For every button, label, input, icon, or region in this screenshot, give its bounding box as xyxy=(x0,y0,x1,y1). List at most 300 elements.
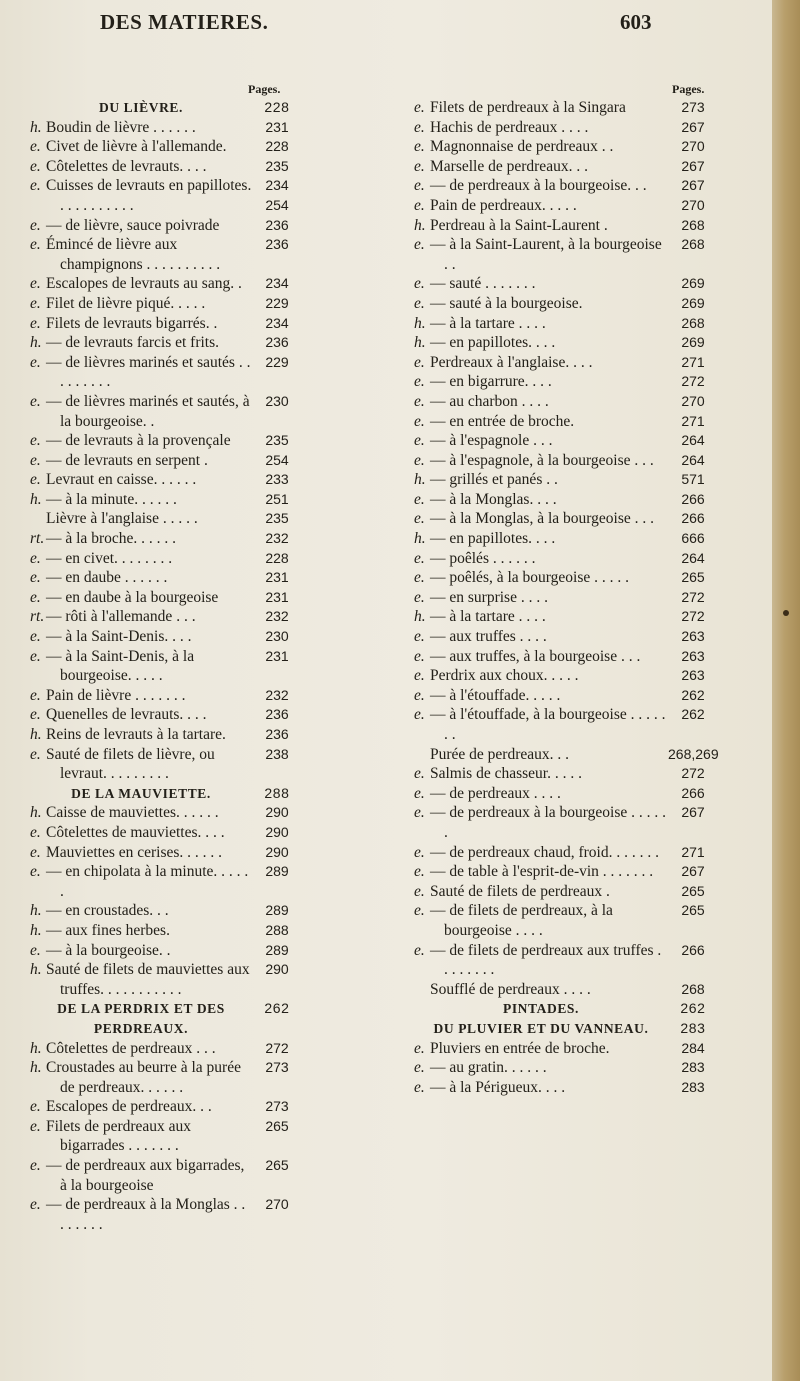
index-entry xyxy=(30,314,302,334)
binding-pin xyxy=(783,610,789,616)
section-heading-page: 283 xyxy=(680,1019,706,1036)
entry-text: Salmis de chasseur. . . . . xyxy=(430,765,582,783)
entry-page: 235 xyxy=(265,432,289,449)
entry-page: 288 xyxy=(265,921,289,938)
index-entry xyxy=(30,647,302,686)
entry-text: — de perdreaux . . . . xyxy=(430,784,561,802)
entry-page: 234 254 xyxy=(265,177,289,213)
index-entry xyxy=(30,745,302,784)
index-entry xyxy=(414,176,718,196)
entry-type: h. xyxy=(30,118,42,136)
index-entry xyxy=(414,980,718,1000)
entry-page: 229 xyxy=(265,353,289,370)
index-entry xyxy=(30,843,302,863)
index-entry xyxy=(30,235,302,274)
entry-text: — à la Saint-Laurent, à la bourgeoise . . xyxy=(430,236,662,273)
entry-page: 236 xyxy=(265,706,289,723)
entry-text: Perdreaux à l'anglaise. . . . xyxy=(430,353,593,371)
section-heading-page: 228 xyxy=(264,99,290,115)
index-entry xyxy=(30,568,302,588)
index-entry xyxy=(30,470,302,490)
entry-page: 265 xyxy=(681,882,705,899)
entry-text: — à l'espagnole, à la bourgeoise . . . xyxy=(430,451,654,469)
index-entry xyxy=(414,118,718,138)
entry-page: 267 xyxy=(681,863,705,880)
entry-page: 265 xyxy=(265,1157,289,1174)
entry-page: 236 xyxy=(265,726,289,742)
entry-text: — à la Saint-Denis. . . . xyxy=(46,628,192,646)
entry-page: 234 xyxy=(265,275,289,292)
entry-text: Boudin de lièvre . . . . . . xyxy=(46,118,196,136)
entry-page: 289 xyxy=(265,863,289,880)
entry-type xyxy=(414,745,430,765)
entry-text: — rôti à l'allemande . . . xyxy=(46,608,196,626)
entry-type: e. xyxy=(414,510,425,528)
entry-text: Filets de perdreaux aux bigarrades . . . . . . . xyxy=(46,1117,192,1155)
index-entry xyxy=(414,862,718,882)
entry-page: 270 xyxy=(265,1196,289,1213)
entry-type: e. xyxy=(30,314,41,332)
entry-page: 236 xyxy=(265,334,289,351)
section-heading-page: 288 xyxy=(264,784,290,801)
page-number: 603 xyxy=(620,10,652,34)
entry-page: 231 xyxy=(265,588,289,605)
section-heading-text: DU LIÈVRE. xyxy=(98,100,183,115)
index-entry xyxy=(414,412,718,432)
index-entry xyxy=(414,764,718,784)
entry-text: Sauté de filets de perdreaux . xyxy=(430,882,610,900)
entry-page: 271 xyxy=(681,412,705,429)
entry-type: e. xyxy=(414,1078,425,1096)
entry-text: Quenelles de levrauts. . . . xyxy=(46,706,207,724)
entry-type: e. xyxy=(414,236,425,254)
index-entry xyxy=(30,157,302,177)
entry-page: 232 xyxy=(265,608,289,625)
entry-text: — de levrauts en serpent . xyxy=(46,451,208,469)
entry-text: — de levrauts farcis et frits. xyxy=(46,334,220,352)
entry-type: h. xyxy=(30,1059,42,1077)
section-heading-text: DU PLUVIER ET DU VANNEAU. xyxy=(433,1020,649,1036)
entry-text: — en daube à la bourgeoise xyxy=(46,588,219,606)
index-entry xyxy=(414,196,718,216)
entry-text: Croustades au beurre à la purée de perdreaux. . . . . . xyxy=(46,1059,241,1096)
entry-text: Soufflé de perdreaux . . . . xyxy=(430,980,591,998)
entry-text: Hachis de perdreaux . . . . xyxy=(430,118,589,136)
entry-type: e. xyxy=(414,451,425,469)
entry-page: 254 xyxy=(265,451,289,468)
entry-text: Côtelettes de levrauts. . . . xyxy=(46,157,207,175)
index-entry xyxy=(414,1058,718,1078)
section-heading-page: 262 xyxy=(680,1000,706,1017)
entry-page: 263 xyxy=(681,628,705,645)
entry-page: 267 xyxy=(681,804,705,821)
index-entry xyxy=(414,784,718,804)
entry-text: Perdrix aux choux. . . . . xyxy=(430,667,579,685)
entry-text: Filets de perdreaux à la Singara xyxy=(430,99,626,116)
index-entry xyxy=(414,901,718,940)
entry-type: e. xyxy=(414,765,425,783)
entry-type: h. xyxy=(414,314,426,332)
entry-type: e. xyxy=(30,1196,41,1214)
index-entry xyxy=(414,490,718,510)
entry-text: — aux fines herbes. xyxy=(46,921,170,939)
right-pages-heading: Pages. xyxy=(672,82,705,96)
index-entry xyxy=(414,451,718,471)
index-entry xyxy=(30,862,302,901)
entry-text: Émincé de lièvre aux champignons . . . . . . . . . . xyxy=(46,236,221,273)
entry-page: 270 xyxy=(681,138,705,155)
entry-page: 267 xyxy=(681,177,705,194)
entry-type: e. xyxy=(414,941,425,959)
entry-type: e. xyxy=(414,863,425,881)
entry-page: 265 xyxy=(681,569,705,586)
entry-type: e. xyxy=(414,784,425,802)
entry-page: 267 xyxy=(681,157,705,174)
entry-page: 666 xyxy=(681,530,705,547)
entry-text: — en entrée de broche. xyxy=(430,412,575,430)
index-entry xyxy=(30,353,302,392)
entry-type: e. xyxy=(30,745,41,763)
index-entry xyxy=(30,960,302,999)
entry-page: 290 xyxy=(265,804,289,821)
entry-text: — aux truffes . . . . xyxy=(430,628,547,646)
page-edge-strip xyxy=(772,0,800,1381)
index-entry xyxy=(30,1097,302,1117)
entry-page: 231 xyxy=(265,569,289,586)
section-heading xyxy=(30,999,302,1038)
entry-page: 235 xyxy=(265,510,289,527)
entry-type: e. xyxy=(414,902,425,920)
entry-page: 266 xyxy=(681,941,705,958)
entry-page: 228 xyxy=(265,549,289,566)
entry-page: 228 xyxy=(265,138,289,155)
index-entry xyxy=(30,588,302,608)
entry-page: 270 xyxy=(681,196,705,213)
entry-type: e. xyxy=(414,177,425,195)
entry-type: e. xyxy=(414,647,425,665)
entry-page: 272 xyxy=(681,608,705,625)
index-entry xyxy=(414,137,718,157)
entry-type: h. xyxy=(414,334,426,352)
entry-page: 272 xyxy=(681,588,705,605)
entry-text: Cuisses de levrauts en papillotes. . . . . . . . . . . xyxy=(46,177,252,214)
index-entry xyxy=(414,666,718,686)
entry-text: Reins de levrauts à la tartare. xyxy=(46,726,226,743)
entry-type: e. xyxy=(30,1157,41,1175)
index-entry xyxy=(30,529,302,549)
entry-type: e. xyxy=(414,196,425,214)
entry-text: Sauté de filets de mauviettes aux truffes. . . . . . . . . . . xyxy=(46,961,250,998)
entry-type: e. xyxy=(30,294,41,312)
index-entry xyxy=(30,941,302,961)
entry-text: — à la broche. . . . . . xyxy=(46,530,176,548)
entry-text: Pain de lièvre . . . . . . . xyxy=(46,686,186,704)
entry-text: — de filets de perdreaux, à la bourgeoise . . . . xyxy=(430,902,613,939)
index-entry xyxy=(414,588,718,608)
entry-text: Filet de lièvre piqué. . . . . xyxy=(46,294,206,312)
index-entry xyxy=(30,823,302,843)
entry-text: — au gratin. . . . . . xyxy=(430,1059,547,1077)
entry-page: 268 xyxy=(681,236,705,253)
entry-type: e. xyxy=(30,647,41,665)
entry-page: 289 xyxy=(265,902,289,919)
entry-page: 270 xyxy=(681,392,705,409)
entry-text: — en chipolata à la minute. . . . . . xyxy=(46,863,249,900)
entry-type: e. xyxy=(414,628,425,646)
index-entry xyxy=(414,216,718,236)
right-column xyxy=(414,98,718,1097)
entry-text: — à la bourgeoise. . xyxy=(46,941,171,959)
entry-page: 283 xyxy=(681,1078,705,1095)
entry-page: 272 xyxy=(681,765,705,782)
index-entry xyxy=(30,549,302,569)
entry-page: 268,269 xyxy=(668,745,719,762)
entry-text: — de lièvres marinés et sautés, à la bourgeoise. . xyxy=(46,392,250,430)
entry-page: 268 xyxy=(681,980,705,997)
index-entry xyxy=(30,686,302,706)
entry-type: e. xyxy=(414,588,425,606)
entry-page: 263 xyxy=(681,647,705,664)
entry-text: — grillés et panés . . xyxy=(430,471,558,489)
index-entry xyxy=(414,607,718,627)
entry-type: h. xyxy=(30,921,42,939)
section-heading-text: DE LA PERDRIX ET DES PERDREAUX. xyxy=(57,1001,225,1036)
index-entry xyxy=(30,431,302,451)
entry-type: e. xyxy=(414,373,425,391)
index-entry xyxy=(414,568,718,588)
section-heading xyxy=(414,1019,718,1039)
index-entry xyxy=(30,392,302,431)
entry-page: 231 xyxy=(265,118,289,135)
entry-text: Lièvre à l'anglaise . . . . . xyxy=(46,510,198,528)
entry-type: e. xyxy=(414,412,425,430)
entry-text: Civet de lièvre à l'allemande. xyxy=(46,138,227,156)
entry-type: e. xyxy=(30,823,41,841)
index-entry xyxy=(30,509,302,529)
index-entry xyxy=(30,118,302,138)
index-entry xyxy=(414,98,718,118)
entry-page: 273 xyxy=(265,1059,289,1076)
entry-page: 272 xyxy=(265,1039,289,1056)
entry-text: — en croustades. . . xyxy=(46,902,169,920)
entry-type: h. xyxy=(414,608,426,626)
entry-type: e. xyxy=(414,275,425,293)
index-entry xyxy=(414,431,718,451)
entry-type: h. xyxy=(30,1039,42,1057)
index-entry xyxy=(30,216,302,236)
entry-type: e. xyxy=(414,686,425,704)
entry-page: 267 xyxy=(681,118,705,135)
section-heading xyxy=(414,999,718,1019)
index-entry xyxy=(414,647,718,667)
index-entry xyxy=(414,157,718,177)
entry-text: — de perdreaux à la bourgeoise . . . . . . xyxy=(430,804,667,841)
entry-text: — à la Monglas. . . . xyxy=(430,490,557,508)
entry-page: 235 xyxy=(265,157,289,174)
entry-type: h. xyxy=(30,902,42,920)
entry-page: 264 xyxy=(681,549,705,566)
entry-type: e. xyxy=(414,490,425,508)
entry-text: Côtelettes de perdreaux . . . xyxy=(46,1039,216,1057)
index-entry xyxy=(30,921,302,941)
entry-text: — à la Saint-Denis, à la bourgeoise. . . . . xyxy=(46,647,195,685)
index-entry xyxy=(414,294,718,314)
entry-type: e. xyxy=(30,941,41,959)
entry-type: e. xyxy=(414,99,425,116)
index-entry xyxy=(30,274,302,294)
entry-text: — à l'étouffade. . . . . xyxy=(430,686,561,704)
entry-type: rt. xyxy=(30,608,45,626)
entry-text: Pluviers en entrée de broche. xyxy=(430,1039,610,1057)
entry-type: h. xyxy=(414,471,426,489)
entry-type: e. xyxy=(414,392,425,410)
index-entry xyxy=(414,1039,718,1059)
entry-page: 266 xyxy=(681,784,705,801)
entry-type xyxy=(414,980,430,1000)
index-entry xyxy=(30,1117,302,1156)
entry-page: 271 xyxy=(681,353,705,370)
entry-type: e. xyxy=(30,569,41,587)
entry-text: Pain de perdreaux. . . . . xyxy=(430,196,577,214)
index-entry xyxy=(414,882,718,902)
entry-type: e. xyxy=(414,549,425,567)
entry-text: Levraut en caisse. . . . . . xyxy=(46,471,197,489)
entry-page: 284 xyxy=(681,1039,705,1056)
entry-type: e. xyxy=(30,451,41,469)
entry-page: 236 xyxy=(265,236,289,253)
entry-page: 232 xyxy=(265,530,289,547)
entry-text: — aux truffes, à la bourgeoise . . . xyxy=(430,647,641,665)
entry-type: e. xyxy=(414,804,425,822)
entry-page: 251 xyxy=(265,490,289,507)
index-entry xyxy=(30,803,302,823)
entry-type: e. xyxy=(414,569,425,587)
index-entry xyxy=(30,294,302,314)
entry-type: h. xyxy=(30,334,42,352)
entry-text: — poêlés, à la bourgeoise . . . . . xyxy=(430,569,630,587)
index-entry xyxy=(30,1195,302,1234)
entry-type: e. xyxy=(414,138,425,156)
entry-type: h. xyxy=(414,530,426,548)
index-entry xyxy=(414,470,718,490)
entry-type: e. xyxy=(30,138,41,156)
index-entry xyxy=(30,137,302,157)
entry-page: 283 xyxy=(681,1059,705,1076)
entry-text: — au charbon . . . . xyxy=(430,392,549,410)
entry-type: e. xyxy=(30,216,41,234)
entry-text: — à la tartare . . . . xyxy=(430,608,546,626)
entry-page: 571 xyxy=(681,471,705,488)
entry-text: — à l'espagnole . . . xyxy=(430,432,553,450)
index-entry xyxy=(414,627,718,647)
index-entry xyxy=(414,686,718,706)
entry-text: — en surprise . . . . xyxy=(430,588,548,606)
entry-type: e. xyxy=(30,471,41,489)
index-entry xyxy=(414,803,718,842)
index-entry xyxy=(30,1039,302,1059)
entry-page: 273 xyxy=(265,1098,289,1115)
entry-text: Sauté de filets de lièvre, ou levraut. . . . . . . . . xyxy=(46,745,215,783)
entry-text: Escalopes de perdreaux. . . xyxy=(46,1098,212,1116)
entry-page: 266 xyxy=(681,490,705,507)
entry-text: — de filets de perdreaux aux truffes . . . . . . . . xyxy=(430,941,662,979)
entry-page: 263 xyxy=(681,667,705,684)
entry-type: e. xyxy=(414,294,425,312)
index-entry xyxy=(30,1156,302,1195)
entry-type: h. xyxy=(30,961,42,979)
left-column xyxy=(30,98,302,1234)
entry-text: — sauté . . . . . . . xyxy=(430,275,536,293)
page-title: DES MATIERES. xyxy=(100,10,269,34)
section-heading xyxy=(30,98,302,118)
entry-type: h. xyxy=(414,216,426,234)
entry-text: Caisse de mauviettes. . . . . . xyxy=(46,804,219,822)
entry-type: h. xyxy=(30,804,42,822)
entry-text: — à la minute. . . . . . xyxy=(46,490,177,508)
entry-text: — de lièvres marinés et sautés . . . . . . . . . xyxy=(46,353,251,391)
entry-page: 264 xyxy=(681,451,705,468)
entry-text: — en bigarrure. . . . xyxy=(430,373,552,391)
entry-page: 262 xyxy=(681,706,705,723)
index-entry xyxy=(414,353,718,373)
entry-type: e. xyxy=(414,432,425,450)
entry-text: — en papillotes. . . . xyxy=(430,334,556,352)
section-heading-text: DE LA MAUVIETTE. xyxy=(71,785,211,801)
entry-type: e. xyxy=(30,177,41,195)
entry-text: — de lièvre, sauce poivrade xyxy=(46,216,220,234)
entry-page: 230 xyxy=(265,392,289,409)
entry-page: 229 xyxy=(265,294,289,311)
entry-type: e. xyxy=(414,1059,425,1077)
index-entry xyxy=(414,941,718,980)
entry-type: e. xyxy=(414,667,425,685)
entry-type: e. xyxy=(30,353,41,371)
index-entry xyxy=(30,176,302,215)
section-heading xyxy=(30,784,302,804)
entry-page: 269 xyxy=(681,334,705,351)
index-entry xyxy=(414,549,718,569)
entry-text: — en daube . . . . . . xyxy=(46,569,168,587)
index-entry xyxy=(414,235,718,274)
entry-page: 269 xyxy=(681,275,705,292)
entry-type xyxy=(30,509,46,529)
index-entry xyxy=(414,333,718,353)
entry-type: e. xyxy=(30,863,41,881)
entry-type: e. xyxy=(30,157,41,175)
index-entry xyxy=(30,451,302,471)
entry-page: 262 xyxy=(681,686,705,703)
entry-type: e. xyxy=(30,588,41,606)
entry-page: 232 xyxy=(265,686,289,703)
entry-type: h. xyxy=(30,490,42,508)
entry-text: — de levrauts à la provençale xyxy=(46,432,231,450)
index-entry xyxy=(30,627,302,647)
entry-page: 238 xyxy=(265,745,289,762)
entry-text: — de perdreaux chaud, froid. . . . . . . xyxy=(430,843,659,861)
entry-page: 273 xyxy=(681,99,705,115)
index-entry xyxy=(414,529,718,549)
entry-text: Magnonnaise de perdreaux . . xyxy=(430,138,614,156)
entry-type: e. xyxy=(414,157,425,175)
entry-type: rt. xyxy=(30,530,45,548)
entry-text: — de perdreaux aux bigarrades, à la bourgeoise xyxy=(46,1157,245,1194)
entry-page: 272 xyxy=(681,373,705,390)
entry-text: — à l'étouffade, à la bourgeoise . . . . . . . xyxy=(430,706,666,743)
entry-page: 233 xyxy=(265,471,289,488)
entry-type: e. xyxy=(414,882,425,900)
entry-type: e. xyxy=(414,118,425,136)
entry-page: 290 xyxy=(265,823,289,840)
